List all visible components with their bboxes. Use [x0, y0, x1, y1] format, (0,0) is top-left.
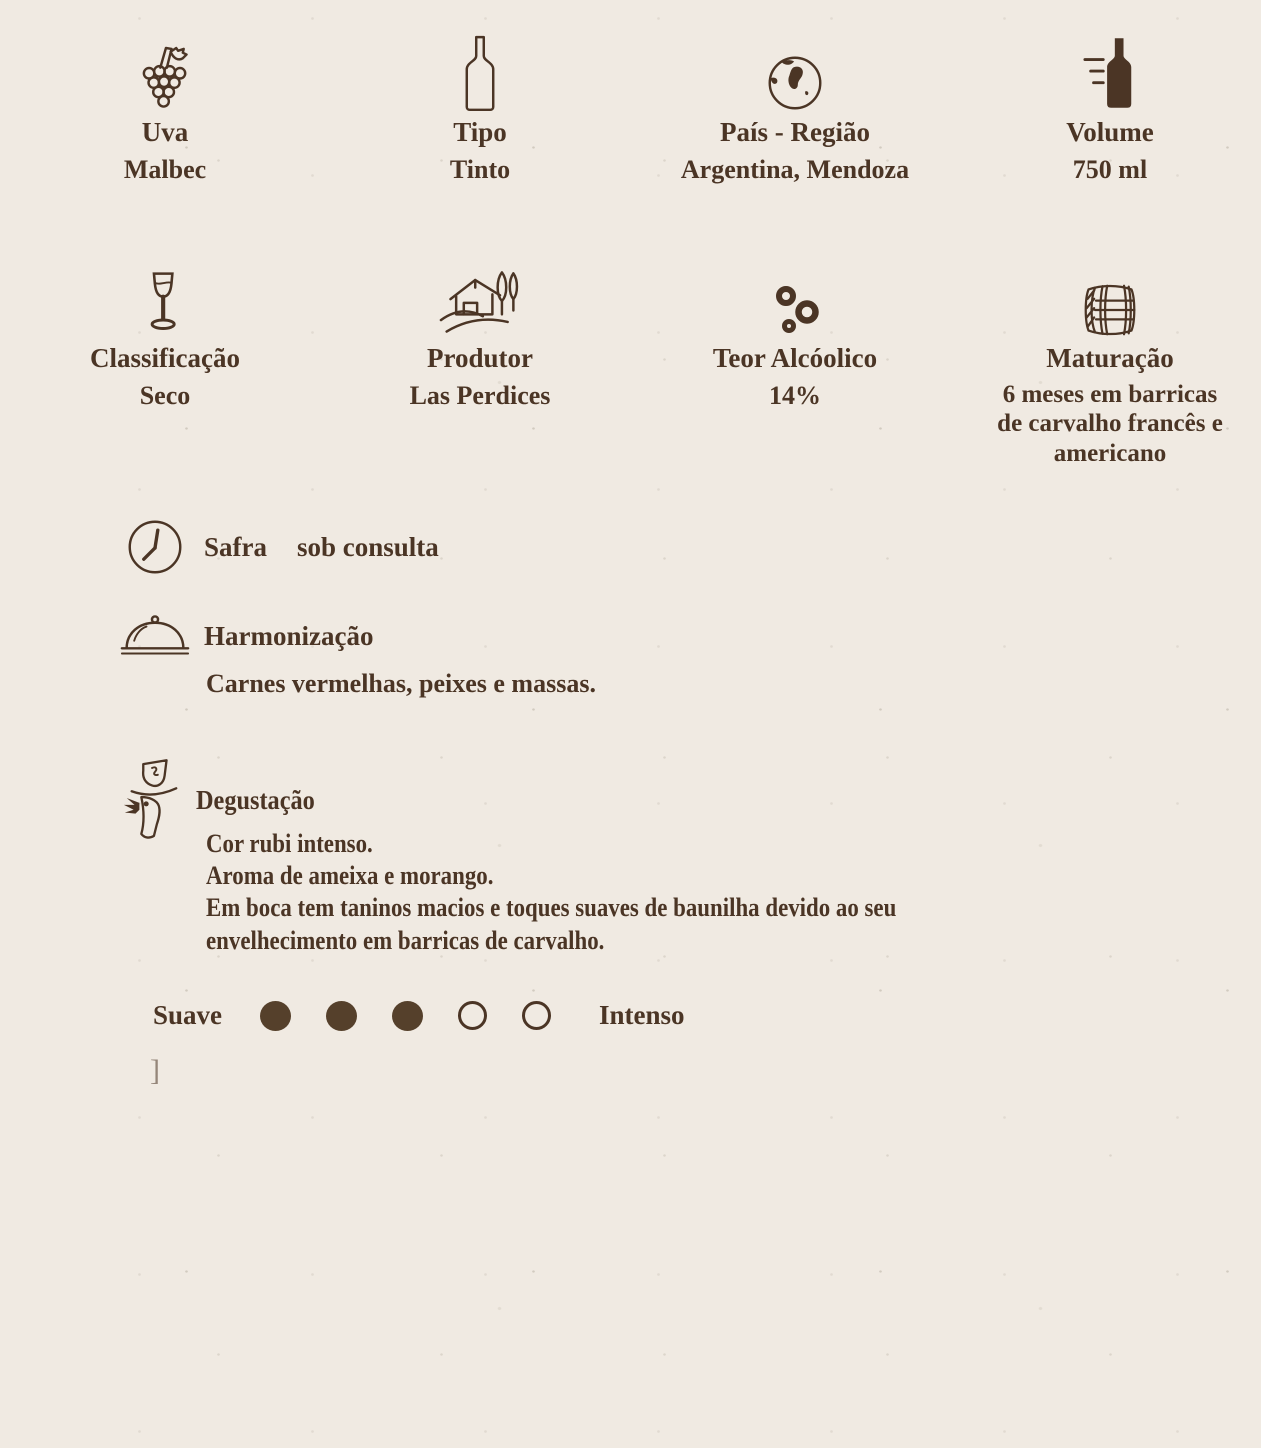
harmonizacao-title: Harmonização	[204, 620, 374, 651]
spec-value: Seco	[139, 380, 191, 410]
icon-box	[960, 32, 1260, 112]
intensity-dot-filled	[326, 1001, 357, 1031]
spec-cell-teor-alcoolico	[630, 258, 960, 469]
volume-bottle-icon	[1082, 36, 1138, 112]
spec-cell-volume	[960, 32, 1260, 186]
intensity-scale	[153, 1000, 685, 1031]
intensity-dots	[260, 1001, 551, 1031]
cloche-icon	[120, 614, 190, 658]
bubbles-icon	[769, 284, 821, 338]
spec-cell-pais-regiao	[630, 32, 960, 186]
degustacao-title: Degustação	[196, 784, 315, 815]
intensity-dot-filled	[392, 1001, 423, 1031]
spec-label: Uva	[141, 117, 189, 147]
harmonizacao-body: Carnes vermelhas, peixes e massas.	[206, 669, 596, 698]
spec-value: Argentina, Mendoza	[680, 155, 910, 185]
degustacao-line: Em boca tem taninos macios e toques suaves de baunilha devido ao seu envelhecimento em barricas de carvalho.	[206, 893, 897, 955]
spec-label: País - Região	[720, 117, 870, 147]
spec-cell-tipo	[330, 32, 630, 186]
stray-bracket-glyph: ]	[150, 1054, 160, 1087]
spec-label: Classificação	[90, 342, 240, 373]
spec-label: Maturação	[1046, 342, 1174, 373]
intensity-dot-filled	[260, 1001, 291, 1031]
spec-cell-maturacao	[960, 258, 1260, 469]
spec-value: Las Perdices	[409, 380, 551, 410]
spec-value: Malbec	[123, 155, 207, 185]
safra-label: Safra	[204, 531, 267, 562]
spec-cell-uva	[0, 32, 330, 186]
degustacao-body	[206, 828, 998, 957]
icon-box	[0, 32, 330, 112]
icon-box	[960, 258, 1260, 338]
winery-icon	[439, 264, 521, 338]
spec-grid	[0, 32, 1261, 468]
spec-label: Teor Alcóolico	[712, 342, 878, 373]
icon-box	[0, 258, 330, 338]
sommelier-hand-icon	[120, 756, 184, 844]
spec-label: Tipo	[453, 117, 507, 147]
safra-row	[126, 518, 439, 576]
icon-box	[630, 32, 960, 112]
spec-value: 750 ml	[1072, 155, 1148, 185]
spec-label: Produtor	[427, 342, 533, 373]
spec-cell-classificacao	[0, 258, 330, 469]
icon-box	[630, 258, 960, 338]
wine-bottle-icon	[463, 34, 497, 112]
harmonizacao-section	[120, 614, 596, 699]
spec-value: 6 meses em barricas de carvalho francês e americano	[997, 380, 1223, 467]
intensity-dot-empty	[522, 1001, 551, 1030]
safra-value: sob consulta	[297, 531, 439, 562]
globe-icon	[766, 54, 824, 112]
clock-icon	[126, 518, 184, 576]
spec-cell-produtor	[330, 258, 630, 469]
intensity-right-label: Intenso	[599, 1000, 685, 1030]
intensity-left-label: Suave	[153, 1000, 223, 1030]
harmonizacao-header	[120, 614, 596, 658]
barrel-icon	[1079, 282, 1141, 338]
spec-value: 14%	[769, 380, 821, 410]
spec-label: Volume	[1066, 117, 1154, 147]
icon-box	[330, 258, 630, 338]
degustacao-section	[120, 756, 1106, 957]
degustacao-line: Aroma de ameixa e morango.	[206, 861, 494, 891]
spec-value: Tinto	[449, 155, 511, 185]
intensity-dot-empty	[458, 1001, 487, 1030]
degustacao-line: Cor rubi intenso.	[206, 829, 373, 858]
wine-glass-icon	[142, 270, 188, 338]
icon-box	[330, 32, 630, 112]
grapes-icon	[136, 42, 194, 112]
